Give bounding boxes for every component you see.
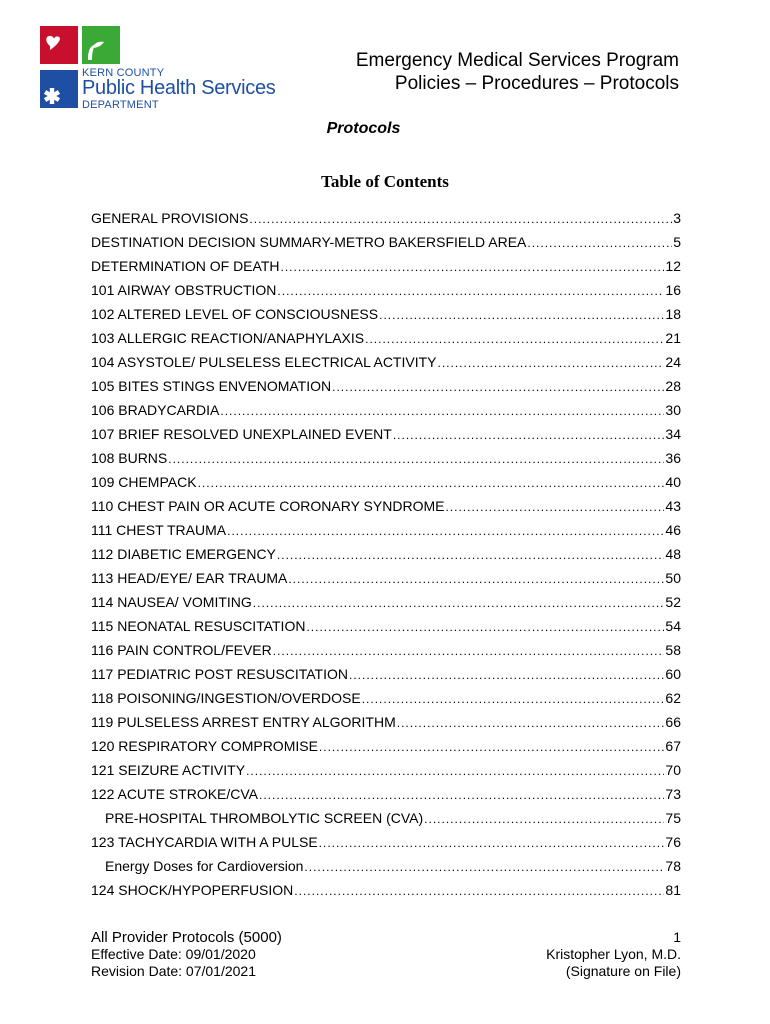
toc-entry[interactable] (91, 690, 681, 714)
toc-entry[interactable] (91, 714, 681, 738)
toc-entry-title: 117 PEDIATRIC POST RESUSCITATION (91, 666, 348, 682)
logo-text-department: DEPARTMENT (82, 99, 159, 111)
sprout-icon (82, 26, 120, 64)
toc-entry-page: 28 (665, 378, 681, 394)
toc-entry-title: 119 PULSELESS ARREST ENTRY ALGORITHM (91, 714, 396, 730)
toc-entry-page: 73 (665, 786, 681, 802)
dot-leader (362, 692, 665, 706)
toc-entry[interactable] (91, 450, 681, 474)
toc-entry-page: 62 (665, 690, 681, 706)
toc-entry-page: 21 (665, 330, 681, 346)
toc-entry-title: 107 BRIEF RESOLVED UNEXPLAINED EVENT (91, 426, 392, 442)
document-title (356, 49, 679, 95)
footer-signature-note: (Signature on File) (565, 963, 681, 979)
dot-leader (220, 404, 664, 418)
dot-leader (304, 860, 664, 874)
dot-leader (259, 788, 664, 802)
toc-entry-title: 120 RESPIRATORY COMPROMISE (91, 738, 318, 754)
toc-entry-title: 110 CHEST PAIN OR ACUTE CORONARY SYNDROME (91, 498, 445, 514)
dot-leader (277, 284, 664, 298)
dot-leader (397, 716, 665, 730)
toc-entry[interactable] (91, 522, 681, 546)
toc-entry-title: 105 BITES STINGS ENVENOMATION (91, 378, 332, 394)
dot-leader (319, 740, 665, 754)
toc-entry[interactable] (91, 426, 681, 450)
toc-entry-title: 101 AIRWAY OBSTRUCTION (91, 282, 277, 298)
dot-leader (527, 236, 672, 250)
dot-leader (277, 548, 665, 562)
toc-entry-page: 67 (665, 738, 681, 754)
toc-entry-page: 66 (665, 714, 681, 730)
toc-entry[interactable] (91, 834, 681, 858)
toc-entry-page: 52 (665, 594, 681, 610)
toc-entry-page: 34 (665, 426, 681, 442)
toc-entry[interactable] (91, 570, 681, 594)
toc-entry-title: 114 NAUSEA/ VOMITING (91, 594, 252, 610)
dot-leader (249, 212, 672, 226)
dot-leader (168, 452, 664, 466)
section-subtitle: Protocols (326, 120, 401, 137)
toc-entry-page: 70 (665, 762, 681, 778)
toc-entry-page: 78 (665, 858, 681, 874)
toc-heading: Table of Contents (321, 172, 449, 191)
dot-leader (198, 476, 665, 490)
logo-red-square (40, 26, 78, 64)
toc-entry[interactable] (91, 474, 681, 498)
toc-entry-title: 103 ALLERGIC REACTION/ANAPHYLAXIS (91, 330, 365, 346)
toc-entry[interactable] (91, 882, 681, 906)
toc-entry-title: 122 ACUTE STROKE/CVA (91, 786, 259, 802)
toc-entry[interactable] (91, 330, 681, 354)
logo-blue-square (40, 70, 78, 108)
toc-entry-title: 112 DIABETIC EMERGENCY (91, 546, 276, 562)
toc-entry-page: 24 (665, 354, 681, 370)
toc-entry[interactable] (91, 642, 681, 666)
footer-protocol-name: All Provider Protocols (5000) (91, 929, 282, 946)
toc-entry-page: 18 (665, 306, 681, 322)
toc-entry-title: 118 POISONING/INGESTION/OVERDOSE (91, 690, 361, 706)
dot-leader (288, 572, 664, 586)
toc-entry-page: 48 (665, 546, 681, 562)
dot-leader (445, 500, 664, 514)
toc-entry[interactable] (91, 210, 681, 234)
dot-leader (349, 668, 664, 682)
toc-entry-page: 50 (665, 570, 681, 586)
department-logo (40, 26, 276, 116)
toc-subentry[interactable] (91, 858, 681, 882)
toc-entry-title: 113 HEAD/EYE/ EAR TRAUMA (91, 570, 288, 586)
toc-entry-title: 104 ASYSTOLE/ PULSELESS ELECTRICAL ACTIVITY (91, 354, 437, 370)
dot-leader (365, 332, 664, 346)
star-of-life-icon (40, 70, 78, 108)
toc-entry[interactable] (91, 738, 681, 762)
toc-entry-page: 43 (665, 498, 681, 514)
dot-leader (280, 260, 664, 274)
toc-entry-title: 108 BURNS (91, 450, 168, 466)
toc-entry-title: 115 NEONATAL RESUSCITATION (91, 618, 306, 634)
dot-leader (319, 836, 665, 850)
toc-entry[interactable] (91, 498, 681, 522)
toc-entry-title: 111 CHEST TRAUMA (91, 522, 227, 538)
dot-leader (393, 428, 665, 442)
toc-entry-page: 3 (673, 210, 681, 226)
toc-entry-page: 16 (665, 282, 681, 298)
dot-leader (437, 356, 664, 370)
toc-entry-title: 116 PAIN CONTROL/FEVER (91, 642, 272, 658)
dot-leader (273, 644, 665, 658)
toc-entry-title: PRE-HOSPITAL THROMBOLYTIC SCREEN (CVA) (105, 810, 424, 826)
toc-entry[interactable] (91, 258, 681, 282)
toc-entry-page: 5 (673, 234, 681, 250)
toc-subentry[interactable] (91, 810, 681, 834)
toc-entry-page: 75 (665, 810, 681, 826)
toc-entry-title: GENERAL PROVISIONS (91, 210, 249, 226)
dot-leader (253, 596, 665, 610)
toc-entry[interactable] (91, 666, 681, 690)
toc-entry[interactable] (91, 282, 681, 306)
toc-entry-page: 30 (665, 402, 681, 418)
toc-entry-title: 109 CHEMPACK (91, 474, 197, 490)
toc-entry[interactable] (91, 234, 681, 258)
toc-entry-title: DESTINATION DECISION SUMMARY-METRO BAKERSFIELD AREA (91, 234, 527, 250)
title-line-1: Emergency Medical Services Program (355, 50, 679, 71)
dot-leader (379, 308, 664, 322)
footer-signer: Kristopher Lyon, M.D. (546, 946, 681, 962)
toc-entry-page: 36 (665, 450, 681, 466)
page-number: 1 (673, 929, 681, 945)
toc-entry[interactable] (91, 306, 681, 330)
toc-entry[interactable] (91, 594, 681, 618)
toc-entry-title: 102 ALTERED LEVEL OF CONSCIOUSNESS (91, 306, 379, 322)
toc-entry-page: 58 (665, 642, 681, 658)
toc-entry-page: 46 (665, 522, 681, 538)
toc-entry-title: 123 TACHYCARDIA WITH A PULSE (91, 834, 318, 850)
toc-entry[interactable] (91, 354, 681, 378)
footer-effective-date: Effective Date: 09/01/2020 (91, 946, 256, 962)
toc-entry[interactable] (91, 618, 681, 642)
footer-revision-date: Revision Date: 07/01/2021 (91, 963, 256, 979)
toc-entry-title: 124 SHOCK/HYPOPERFUSION (91, 882, 294, 898)
dot-leader (227, 524, 664, 538)
logo-green-square (82, 26, 120, 64)
toc-entry[interactable] (91, 786, 681, 810)
dot-leader (306, 620, 664, 634)
footer-signature-block (546, 929, 681, 980)
toc-entry-page: 60 (665, 666, 681, 682)
toc-entry[interactable] (91, 762, 681, 786)
toc-entry-page: 76 (665, 834, 681, 850)
footer-document-info (91, 929, 282, 980)
toc-entry[interactable] (91, 402, 681, 426)
toc-entry-page: 81 (665, 882, 681, 898)
toc-entry-title: 106 BRADYCARDIA (91, 402, 220, 418)
logo-text-name: Public Health Services (82, 77, 276, 99)
toc-entry-title: Energy Doses for Cardioversion (105, 858, 304, 874)
toc-entry-page: 54 (665, 618, 681, 634)
toc-entry-title: 121 SEIZURE ACTIVITY (91, 762, 246, 778)
dot-leader (424, 812, 664, 826)
table-of-contents (91, 210, 681, 906)
toc-entry-page: 12 (665, 258, 681, 274)
dot-leader (294, 884, 664, 898)
toc-entry[interactable] (91, 546, 681, 570)
dot-leader (246, 764, 664, 778)
dot-leader (332, 380, 664, 394)
toc-entry-page: 40 (665, 474, 681, 490)
title-line-2: Policies – Procedures – Protocols (394, 73, 679, 94)
toc-entry[interactable] (91, 378, 681, 402)
heart-icon (40, 26, 78, 64)
logo-text-county: KERN COUNTY (82, 67, 165, 79)
toc-entry-title: DETERMINATION OF DEATH (91, 258, 280, 274)
